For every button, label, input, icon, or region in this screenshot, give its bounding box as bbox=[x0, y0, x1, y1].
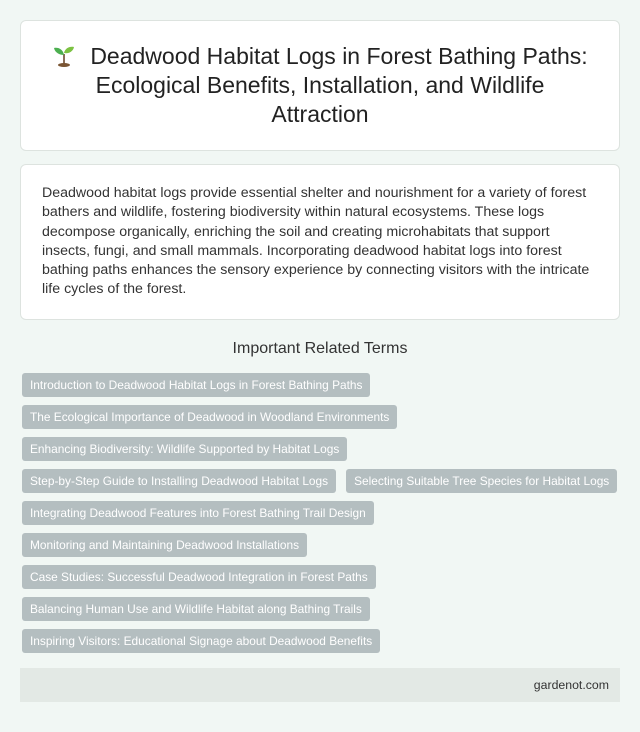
related-term-tag[interactable]: Monitoring and Maintaining Deadwood Installations bbox=[22, 533, 307, 557]
page-title-text: Deadwood Habitat Logs in Forest Bathing Paths: Ecological Benefits, Installation, and Wildlife Attraction bbox=[90, 43, 588, 127]
description-card bbox=[20, 164, 620, 320]
related-term-tag[interactable]: Selecting Suitable Tree Species for Habitat Logs bbox=[346, 469, 617, 493]
description-text: Deadwood habitat logs provide essential shelter and nourishment for a variety of forest bathers and wildlife, fostering biodiversity within natural ecosystems. These logs decompose organically, enriching the soil and creating microhabitats that support insects, fungi, and small mammals. Incorporating deadwood habitat logs into forest bathing paths enhances the sensory experience by connecting visitors with the intricate life cycles of the forest. bbox=[42, 185, 590, 298]
related-term-tag[interactable]: Balancing Human Use and Wildlife Habitat along Bathing Trails bbox=[22, 597, 370, 621]
title-card bbox=[20, 20, 620, 151]
footer-site: gardenot.com bbox=[533, 678, 609, 692]
sprout-icon bbox=[52, 43, 76, 67]
related-term-tag[interactable]: Enhancing Biodiversity: Wildlife Supported by Habitat Logs bbox=[22, 437, 347, 461]
related-term-tag[interactable]: The Ecological Importance of Deadwood in Woodland Environments bbox=[22, 405, 397, 429]
related-term-tag[interactable]: Case Studies: Successful Deadwood Integration in Forest Paths bbox=[22, 565, 376, 589]
related-term-tag[interactable]: Step-by-Step Guide to Installing Deadwood Habitat Logs bbox=[22, 469, 336, 493]
related-terms-list bbox=[22, 373, 620, 653]
related-terms-heading: Important Related Terms bbox=[232, 340, 408, 357]
page-title bbox=[51, 42, 589, 129]
footer bbox=[20, 668, 620, 702]
related-term-tag[interactable]: Introduction to Deadwood Habitat Logs in Forest Bathing Paths bbox=[22, 373, 370, 397]
related-term-tag[interactable]: Integrating Deadwood Features into Forest Bathing Trail Design bbox=[22, 501, 374, 525]
related-term-tag[interactable]: Inspiring Visitors: Educational Signage about Deadwood Benefits bbox=[22, 629, 380, 653]
